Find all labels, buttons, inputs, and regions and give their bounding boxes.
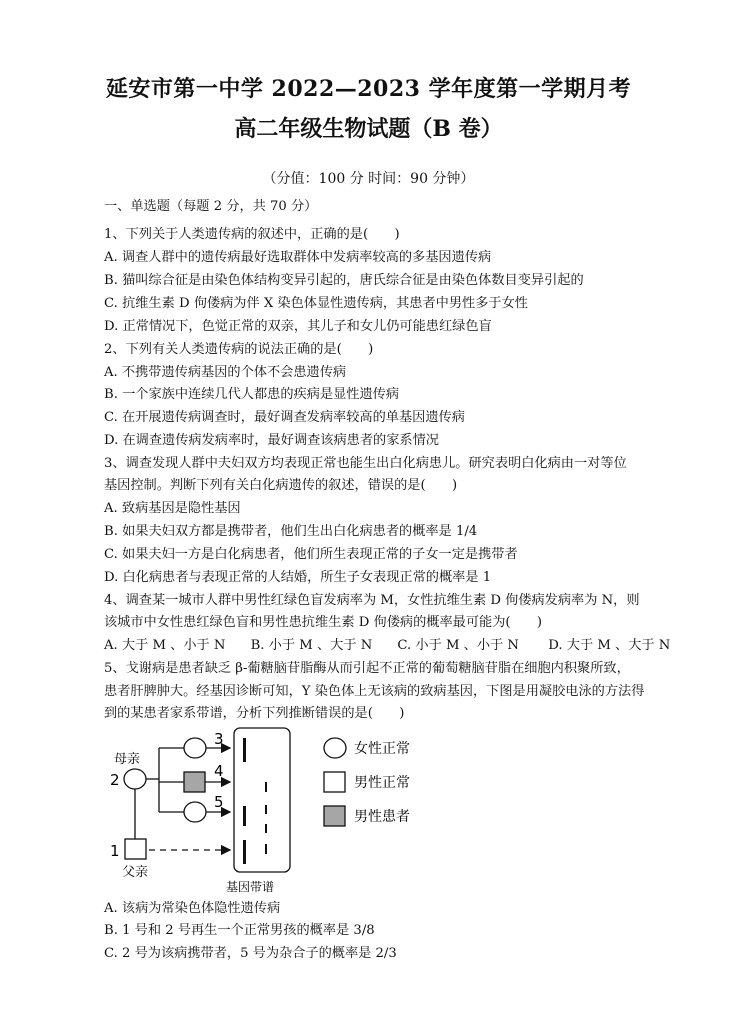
mother-symbol bbox=[124, 769, 146, 789]
father-symbol bbox=[125, 839, 146, 859]
question-1-stem: 1、下列关于人类遗传病的叙述中，正确的是( ) bbox=[104, 227, 400, 242]
question-5-stem-line2: 患者肝脾肿大。经基因诊断可知，Y 染色体上无该病的致病基因，下图是用凝胶电泳的方法得 bbox=[104, 684, 645, 699]
child-5-symbol bbox=[184, 802, 206, 822]
legend-male-normal-icon bbox=[324, 772, 345, 792]
child-4-symbol bbox=[184, 772, 205, 792]
question-5-option-c: C. 2 号为该病携带者，5 号为杂合子的概率是 2/3 bbox=[104, 946, 397, 961]
question-5-stem-line1: 5、戈谢病是患者缺乏 β-葡糖脑苷脂酶从而引起不正常的葡萄糖脑苷脂在细胞内积聚所致， bbox=[104, 661, 630, 676]
question-2-option-c: C. 在开展遗传病调查时，最好调查发病率较高的单基因遗传病 bbox=[104, 410, 465, 425]
num-3: 3 bbox=[214, 730, 224, 748]
question-5-option-b: B. 1 号和 2 号再生一个正常男孩的概率是 3/8 bbox=[104, 923, 375, 938]
father-label: 父亲 bbox=[122, 865, 149, 880]
legend-male-affected-icon bbox=[324, 806, 345, 826]
question-2-stem: 2、下列有关人类遗传病的说法正确的是( ) bbox=[104, 342, 374, 357]
num-5: 5 bbox=[214, 793, 224, 811]
question-2-option-a: A. 不携带遗传病基因的个体不会患遗传病 bbox=[104, 365, 347, 380]
question-3-option-d: D. 白化病患者与表现正常的人结婚，所生子女表现正常的概率是 1 bbox=[104, 570, 492, 585]
question-1-option-a: A. 调查人群中的遗传病最好选取群体中发病率较高的多基因遗传病 bbox=[104, 250, 492, 265]
band-4-lower bbox=[265, 782, 267, 792]
child-3-symbol bbox=[184, 738, 206, 758]
question-3-stem-line2: 基因控制。判断下列有关白化病遗传的叙述，错误的是( ) bbox=[104, 478, 458, 493]
question-2-option-d: D. 在调查遗传病发病率时，最好调查该病患者的家系情况 bbox=[104, 433, 439, 448]
mother-label: 母亲 bbox=[114, 752, 141, 767]
gel-box bbox=[234, 728, 290, 872]
band-1-lower bbox=[265, 844, 267, 854]
num-4: 4 bbox=[214, 762, 224, 780]
question-4-options: A. 大于 M 、小于 N B. 小于 M 、大于 N C. 小于 M 、小于 N D. 大于 M 、大于 N bbox=[104, 638, 671, 653]
question-3-option-a: A. 致病基因是隐性基因 bbox=[104, 501, 241, 516]
question-3-option-c: C. 如果夫妇一方是白化病患者，他们所生表现正常的子女一定是携带者 bbox=[104, 547, 518, 562]
band-3-upper bbox=[243, 738, 246, 762]
question-4-stem-line1: 4、调查某一城市人群中男性红绿色盲发病率为 M，女性抗维生素 D 佝偻病发病率为 N，则 bbox=[104, 593, 640, 608]
pedigree-figure bbox=[104, 724, 444, 899]
score-time-info: （分值：100 分 时间：90 分钟） bbox=[262, 171, 475, 187]
legend-male-affected: 男性患者 bbox=[354, 809, 410, 825]
band-4-lower-2 bbox=[265, 805, 267, 814]
question-5-stem-line3: 到的某患者家系带谱，分析下列推断错误的是( ) bbox=[104, 706, 405, 721]
question-1-option-d: D. 正常情况下，色觉正常的双亲，其儿子和女儿仍可能患红绿色盲 bbox=[104, 319, 492, 334]
band-label: 基因带谱 bbox=[226, 880, 275, 894]
legend-female-normal-icon bbox=[324, 738, 346, 758]
exam-subtitle: 高二年级生物试题（B 卷） bbox=[234, 116, 503, 142]
band-5-lower bbox=[265, 824, 267, 833]
section-heading: 一、单选题（每题 2 分，共 70 分） bbox=[104, 199, 318, 214]
question-1-option-b: B. 猫叫综合征是由染色体结构变异引起的，唐氏综合征是由染色体数目变异引起的 bbox=[104, 273, 584, 288]
legend-female-normal: 女性正常 bbox=[354, 741, 410, 757]
legend-male-normal: 男性正常 bbox=[354, 775, 410, 791]
band-1-upper bbox=[243, 840, 246, 864]
question-3-stem-line1: 3、调查发现人群中夫妇双方均表现正常也能生出白化病患儿。研究表明白化病由一对等位 bbox=[104, 456, 627, 471]
pedigree-svg bbox=[104, 724, 444, 899]
num-1: 1 bbox=[110, 842, 120, 860]
question-2-option-b: B. 一个家族中连续几代人都患的疾病是显性遗传病 bbox=[104, 387, 400, 402]
question-3-option-b: B. 如果夫妇双方都是携带者，他们生出白化病患者的概率是 1/4 bbox=[104, 524, 478, 539]
question-1-option-c: C. 抗维生素 D 佝偻病为伴 X 染色体显性遗传病，其患者中男性多于女性 bbox=[104, 296, 528, 311]
exam-title: 延安市第一中学 2022—2023 学年度第一学期月考 bbox=[105, 76, 632, 102]
num-2: 2 bbox=[110, 771, 120, 789]
question-5-option-a: A. 该病为常染色体隐性遗传病 bbox=[104, 901, 281, 916]
band-5-upper bbox=[243, 806, 246, 826]
question-4-stem-line2: 该城市中女性患红绿色盲和男性患抗维生素 D 佝偻病的概率最可能为( ) bbox=[104, 615, 543, 630]
